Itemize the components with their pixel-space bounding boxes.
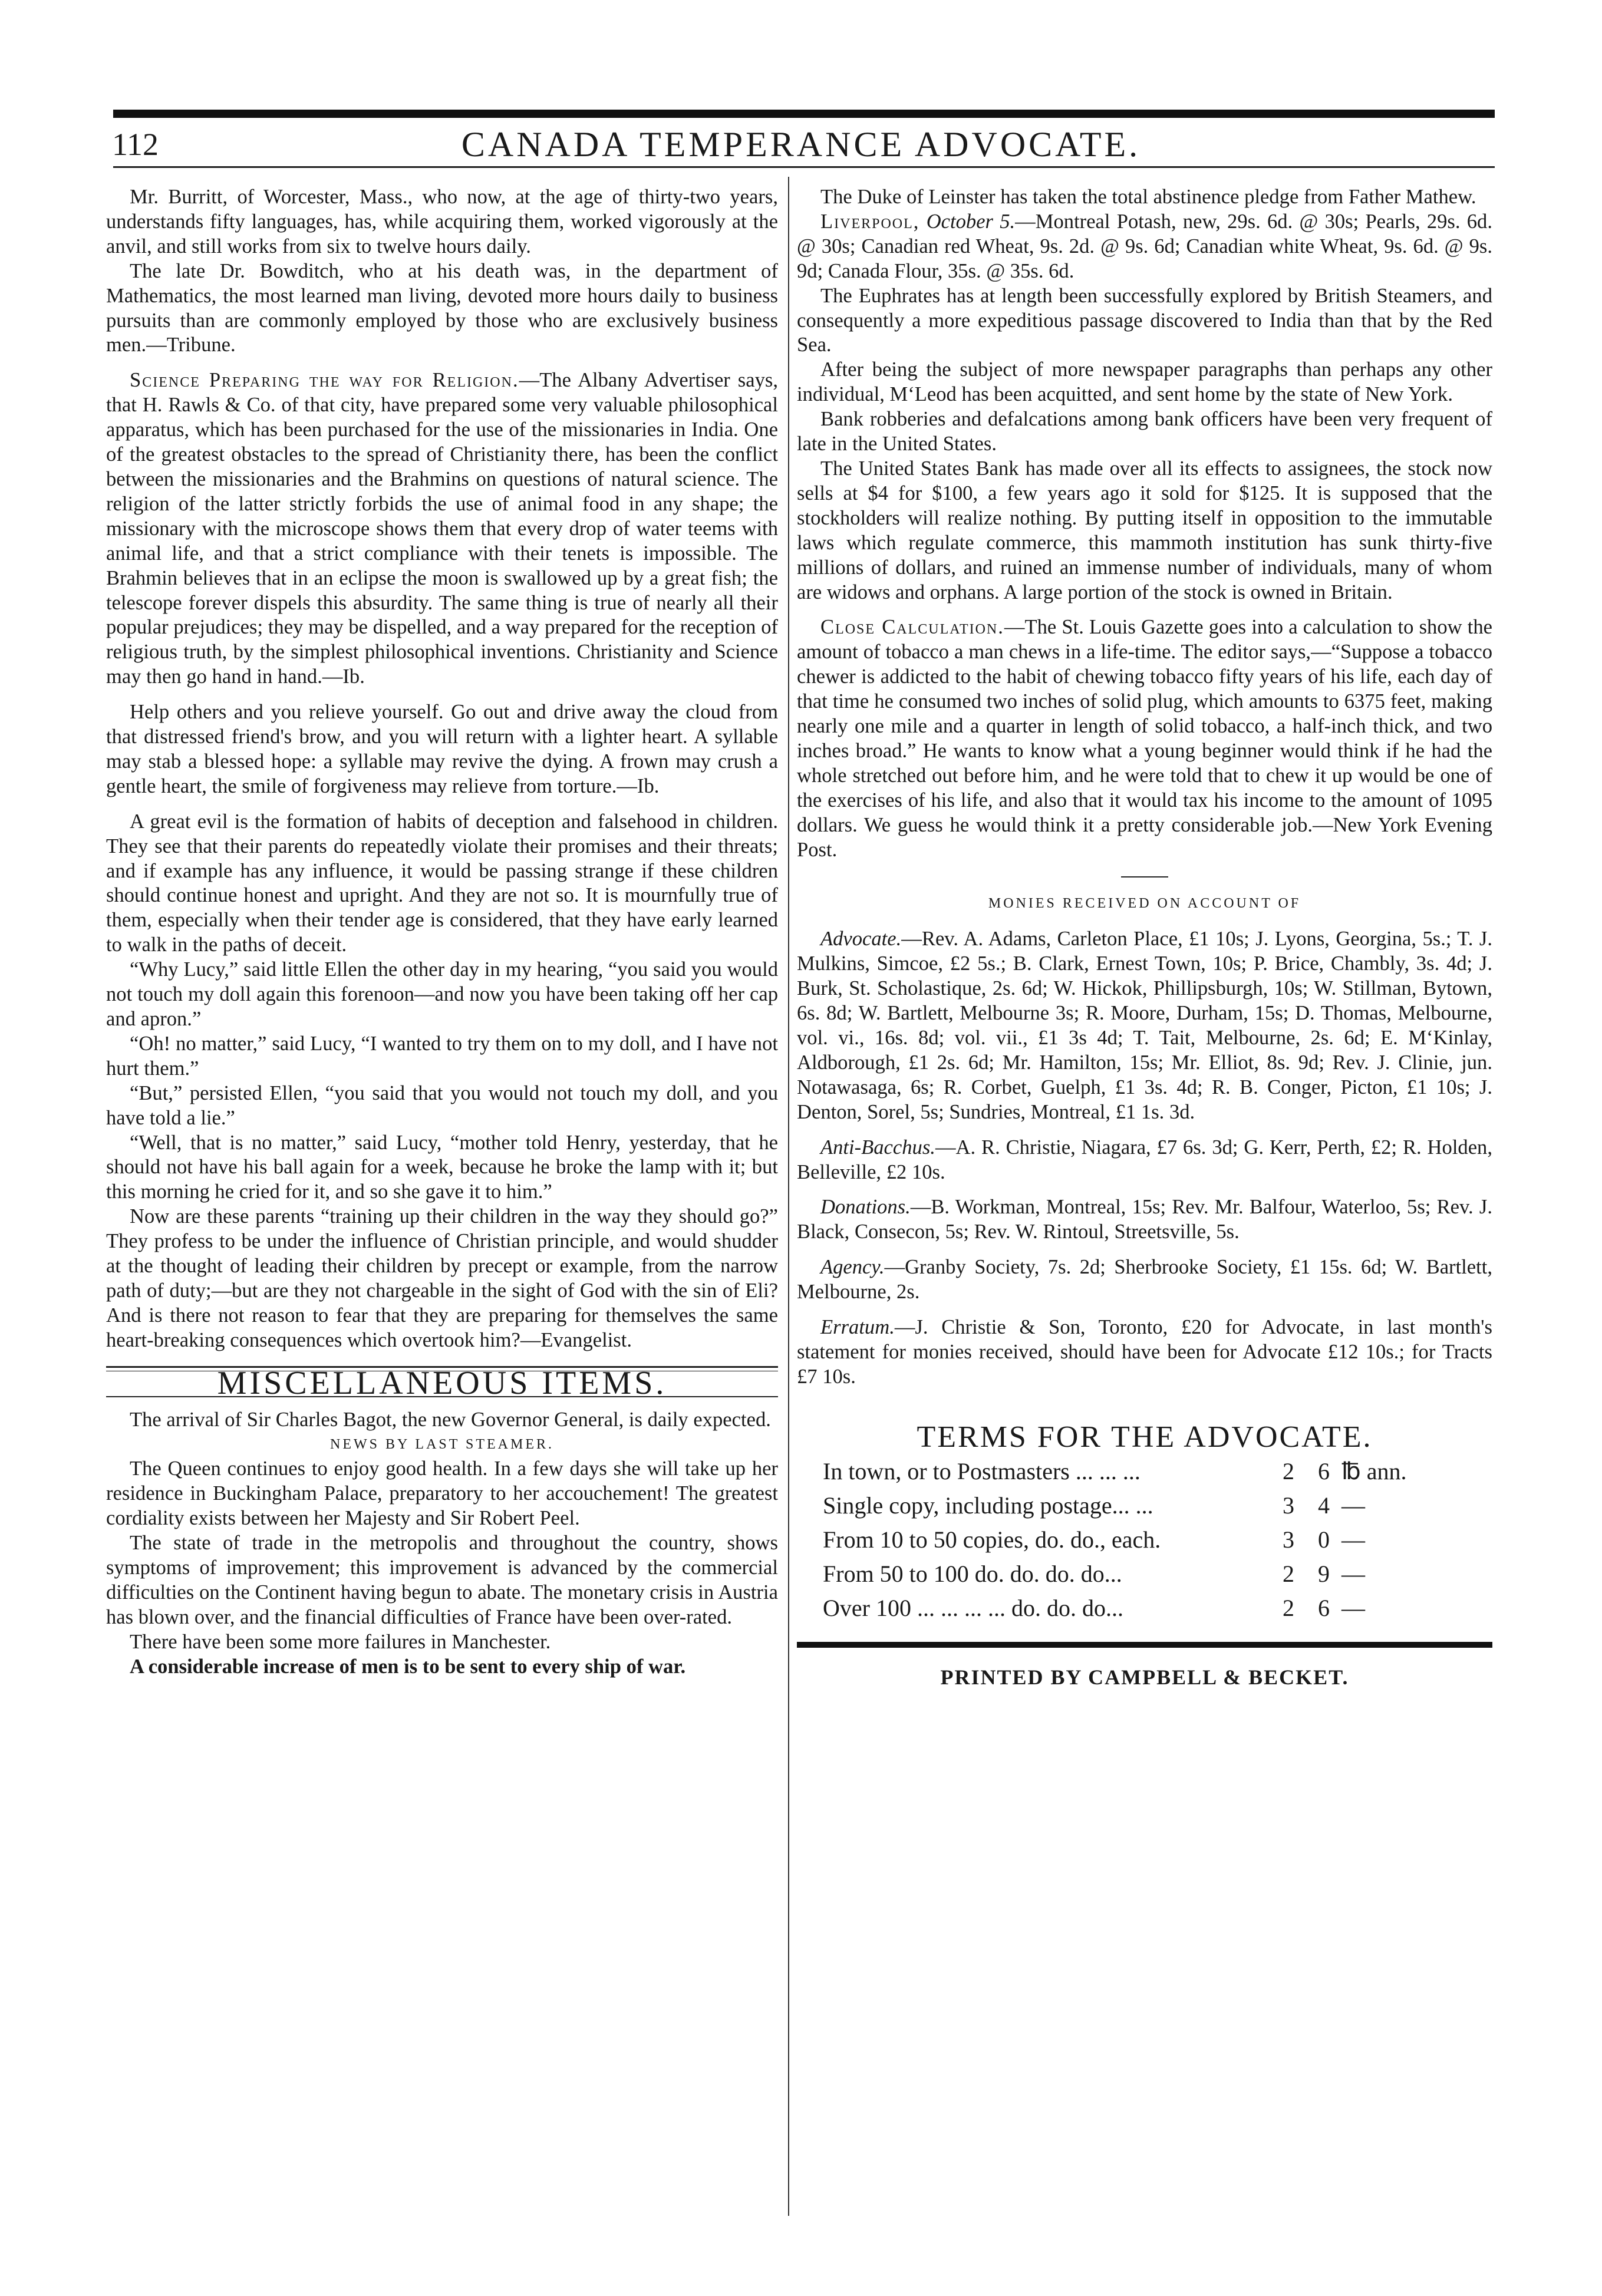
terms-unit: — [1341,1492,1365,1519]
terms-label: Single copy, including postage... ... [823,1492,1153,1519]
monies-label: Donations. [820,1196,911,1219]
terms-title: TERMS FOR THE ADVOCATE. [917,1420,1373,1454]
item-us-bank: The United States Bank has made over all its effects to assignees, the stock now sells at $4 for $100, a few years ago it sold for $125. It is supposed that the stockholders will realize nothing. By putting itself in opposition to the immutable laws which regulate commerce, this mammoth institution has sunk thirty-five millions of dollars, and ruined an immense number of individuals, many of whom are widows and orphans. A large portion of the stock is owned in Britain. [797,457,1492,603]
terms-pence: 6 [1318,1457,1330,1485]
terms-row [797,1489,1492,1523]
terms-unit: — [1341,1594,1365,1621]
terms-label: From 50 to 100 do. do. do. do... [823,1560,1122,1587]
terms-unit: — [1341,1526,1365,1553]
article-heading: Close Calculation. [820,616,1004,639]
dialogue-line: “Well, that is no matter,” said Lucy, “mother told Henry, yesterday, that he should not have his ball again for a week, because he broke the lamp with it; but this morning he cried for it, and so she gave it to him.” [106,1131,778,1203]
terms-shillings: 2 [1283,1457,1294,1485]
monies-erratum [797,1315,1492,1390]
item-ship-of-war: A considerable increase of men is to be sent to every ship of war. [130,1655,686,1678]
monies-anti-bacchus [797,1136,1492,1185]
article-bowditch: The late Dr. Bowditch, who at his death was, in the department of Mathematics, the most learned man living, devoted more hours daily to business pursuits than are commonly employed by those who are exclusively business men.—Tribune. [106,259,778,357]
dateline-date: October 5. [926,210,1016,233]
terms-pence: 4 [1318,1492,1330,1519]
dialogue-line: “Why Lucy,” said little Ellen the other day in my hearing, “you said you would not touch my doll again this forenoon—and now you have been taking off her cap and apron.” [106,958,778,1030]
terms-label: From 10 to 50 copies, do. do., each. [823,1526,1161,1553]
masthead-title: CANADA TEMPERANCE ADVOCATE. [461,125,1141,164]
terms-pence: 9 [1318,1560,1330,1587]
item-close-calculation [797,615,1492,862]
monies-agency [797,1255,1492,1305]
monies-label: Erratum. [820,1316,895,1339]
top-thick-rule [113,110,1495,118]
page-header [0,124,1602,165]
monies-label: Agency. [820,1256,885,1279]
terms-shillings: 3 [1283,1492,1294,1519]
article-help-others: Help others and you relieve yourself. Go out and drive away the cloud from that distressed friend's brow, and you will return with a lighter heart. A syllable may stab a blessed hope: a syllable may revive the dying. A frown may crush a gentle heart, the smile of forgiveness may relieve from torture.—Ib. [106,701,778,797]
item-trade: The state of trade in the metropolis and throughout the country, shows symptoms of improvement; this improvement is advanced by the commercial difficulties on the Continent having begun to abate. The monetary crisis in Austria has blown over, and the financial difficulties of France have been over-rated. [106,1532,778,1628]
terms-block [797,1420,1492,1625]
terms-label: In town, or to Postmasters ... ... ... [823,1457,1140,1485]
monies-body: —A. R. Christie, Niagara, £7 6s. 3d; G. Kerr, Perth, £2; R. Holden, Belleville, £2 10s. [797,1136,1492,1183]
article-deception: A great evil is the formation of habits of deception and falsehood in children. They see that their parents do repeatedly violate their promises and their threats; and if example has any influence, it would be passing strange if these children should continue honest and upright. And they are not so. It is mournfully true of them, especially when their tender age is considered, that they have early learned to walk in the paths of deceit. [106,810,778,956]
terms-pence: 0 [1318,1526,1330,1553]
article-parents: Now are these parents “training up their children in the way they should go?” They profess to be under the influence of Christian principle, and would shudder at the thought of leading their children by precept or example, from the narrow path of duty;—but are they not chargeable in the sight of God with the sin of Eli? And is there not reason to fear that they are preparing for themselves the same heart-breaking consequences which overtook him?—Evangelist. [106,1205,778,1351]
monies-advocate [797,927,1492,1124]
item-liverpool-prices [797,210,1492,284]
article-science-religion [106,368,778,690]
news-heading: NEWS BY LAST STEAMER. [329,1436,554,1452]
article-burritt: Mr. Burritt, of Worcester, Mass., who now, at the age of thirty-two years, understands fifty languages, has, while acquiring them, worked vigorously at the anvil, and still works from six to twelve hours daily. [106,186,778,258]
dateline-place: Liverpool, [820,210,920,233]
terms-unit: ℔ ann. [1341,1457,1407,1485]
monies-donations [797,1195,1492,1245]
monies-body: —B. Workman, Montreal, 15s; Rev. Mr. Balfour, Waterloo, 5s; Rev. J. Black, Consecon, 5s; Rev. W. Rintoul, Streetsville, 5s. [797,1196,1492,1243]
terms-pence: 6 [1318,1594,1330,1621]
item-bank-robberies: Bank robberies and defalcations among bank officers have been very frequent of late in the United States. [797,408,1492,456]
section-title-miscellaneous: MISCELLANEOUS ITEMS. [217,1364,667,1401]
right-column [797,185,1492,1690]
item-governor: The arrival of Sir Charles Bagot, the new Governor General, is daily expected. [130,1408,771,1431]
footer-rule [797,1642,1492,1648]
terms-shillings: 2 [1283,1560,1294,1587]
item-mleod: After being the subject of more newspaper paragraphs than perhaps any other individual, M‘Leod has been acquitted, and sent home by the state of New York. [797,358,1492,406]
dialogue-line: “But,” persisted Ellen, “you said that you would not touch my doll, and you have told a lie.” [106,1081,778,1129]
item-euphrates: The Euphrates has at length been successfully explored by British Steamers, and consequently a more expeditious passage discovered to India than that by the Red Sea. [797,284,1492,357]
terms-label: Over 100 ... ... ... ... do. do. do... [823,1594,1123,1621]
terms-row [797,1454,1492,1489]
item-failures: There have been some more failures in Manchester. [130,1630,551,1653]
prices-body: —Montreal Potash, new, 29s. 6d. @ 30s; Pearls, 29s. 6d. @ 30s; Canadian red Wheat, 9s. 2d. @ 9s. 6d; Canadian white Wheat, 9s. 6d. @ 9s. 9d; Canada Flour, 35s. @ 35s. 6d. [797,210,1492,282]
item-queen: The Queen continues to enjoy good health. In a few days she will take up her residence in Buckingham Palace, preparatory to her accouchement! The greatest cordiality exists between her Majesty and Sir Robert Peel. [106,1457,778,1530]
page-number: 112 [112,127,159,162]
short-rule [1121,876,1168,878]
left-column [106,185,778,1680]
monies-label: Anti-Bacchus. [820,1136,935,1159]
item-leinster: The Duke of Leinster has taken the total abstinence pledge from Father Mathew. [820,186,1476,208]
terms-shillings: 2 [1283,1594,1294,1621]
terms-row [797,1523,1492,1557]
monies-body: —Granby Society, 7s. 2d; Sherbrooke Society, £1 15s. 6d; W. Bartlett, Melbourne, 2s. [797,1256,1492,1304]
article-heading: Science Preparing the way for Religion. [130,369,519,392]
monies-body: —J. Christie & Son, Toronto, £20 for Advocate, in last month's statement for monies received, should have been for Advocate £12 10s.; for Tracts £7 10s. [797,1316,1492,1388]
dialogue-line: “Oh! no matter,” said Lucy, “I wanted to try them on to my doll, and I have not hurt them.” [106,1032,778,1080]
article-body: —The Albany Advertiser says, that H. Rawls & Co. of that city, have prepared some very valuable philosophical apparatus, which has been purchased for the use of the missionaries in India. One of the greatest obstacles to the spread of Christianity there, has been the conflict between the missionaries and the Brahmins on questions of natural science. The religion of the latter strictly forbids the use of animal food in any shape; the missionary with the microscope shows them that every drop of water teems with animal life, and that a strict compliance with their tenets is impossible. The Brahmin believes that in an eclipse the moon is swallowed up by a great fish; the telescope forever dispels this absurdity. The same thing is true of nearly all their popular prejudices; they may be dispelled, and a way prepared for the reception of religious truth, by the simplest philosophical inventions. Christianity and Science may then go hand in hand.—Ib. [106,369,778,688]
terms-row [797,1591,1492,1625]
terms-shillings: 3 [1283,1526,1294,1553]
terms-unit: — [1341,1560,1365,1587]
column-divider [788,177,789,2216]
printer-imprint: PRINTED BY CAMPBELL & BECKET. [940,1665,1349,1689]
monies-body: —Rev. A. Adams, Carleton Place, £1 10s; J. Lyons, Georgina, 5s.; T. J. Mulkins, Simcoe, £2 5s.; B. Clark, Ernest Town, 10s; P. Brice, Chambly, 3s. 4d; J. Burk, St. Scholastique, 2s. 6d; W. Hickok, Phillipsburgh, 10s; W. Stillman, Bytown, 6s. 8d; W. Bartlett, Melbourne 3s; R. Moore, Durham, 15s; D. Thomas, Melbourne, vol. vi., 16s. 8d; vol. vii., £1 3s 4d; T. Tait, Melbourne, 2s. 6d; E. M‘Kinlay, Aldborough, £1 2s. 6d; Mr. Hamilton, 15s; Mr. Elliot, 8s. 9d; Rev. J. Clinie, jun. Notawasaga, 6s; R. Corbet, Guelph, £1 3s. 4d; R. B. Conger, Picton, £1 10s; J. Denton, Sorel, 5s; Sundries, Montreal, £1 1s. 3d. [797,928,1492,1123]
article-body: —The St. Louis Gazette goes into a calculation to show the amount of tobacco a man chews in a life-time. The editor says,—“Suppose a tobacco chewer is addicted to the habit of chewing tobacco fifty years of his life, each day of that time he consumed two inches of solid plug, which amounts to 6375 feet, making nearly one mile and a quarter in length of solid tobacco, a half-inch thick, and two inches broad.” He wants to know what a young beginner would think if he had the whole stretched out before him, and he were told that to chew it up would be one of the exercises of his life, and also that it would tax his income to the amount of 1095 dollars. We guess he would think it a pretty considerable job.—New York Evening Post. [797,616,1493,861]
monies-heading: MONIES RECEIVED ON ACCOUNT OF [988,896,1301,912]
monies-label: Advocate. [820,928,902,951]
header-rule [113,166,1495,168]
terms-row [797,1557,1492,1591]
